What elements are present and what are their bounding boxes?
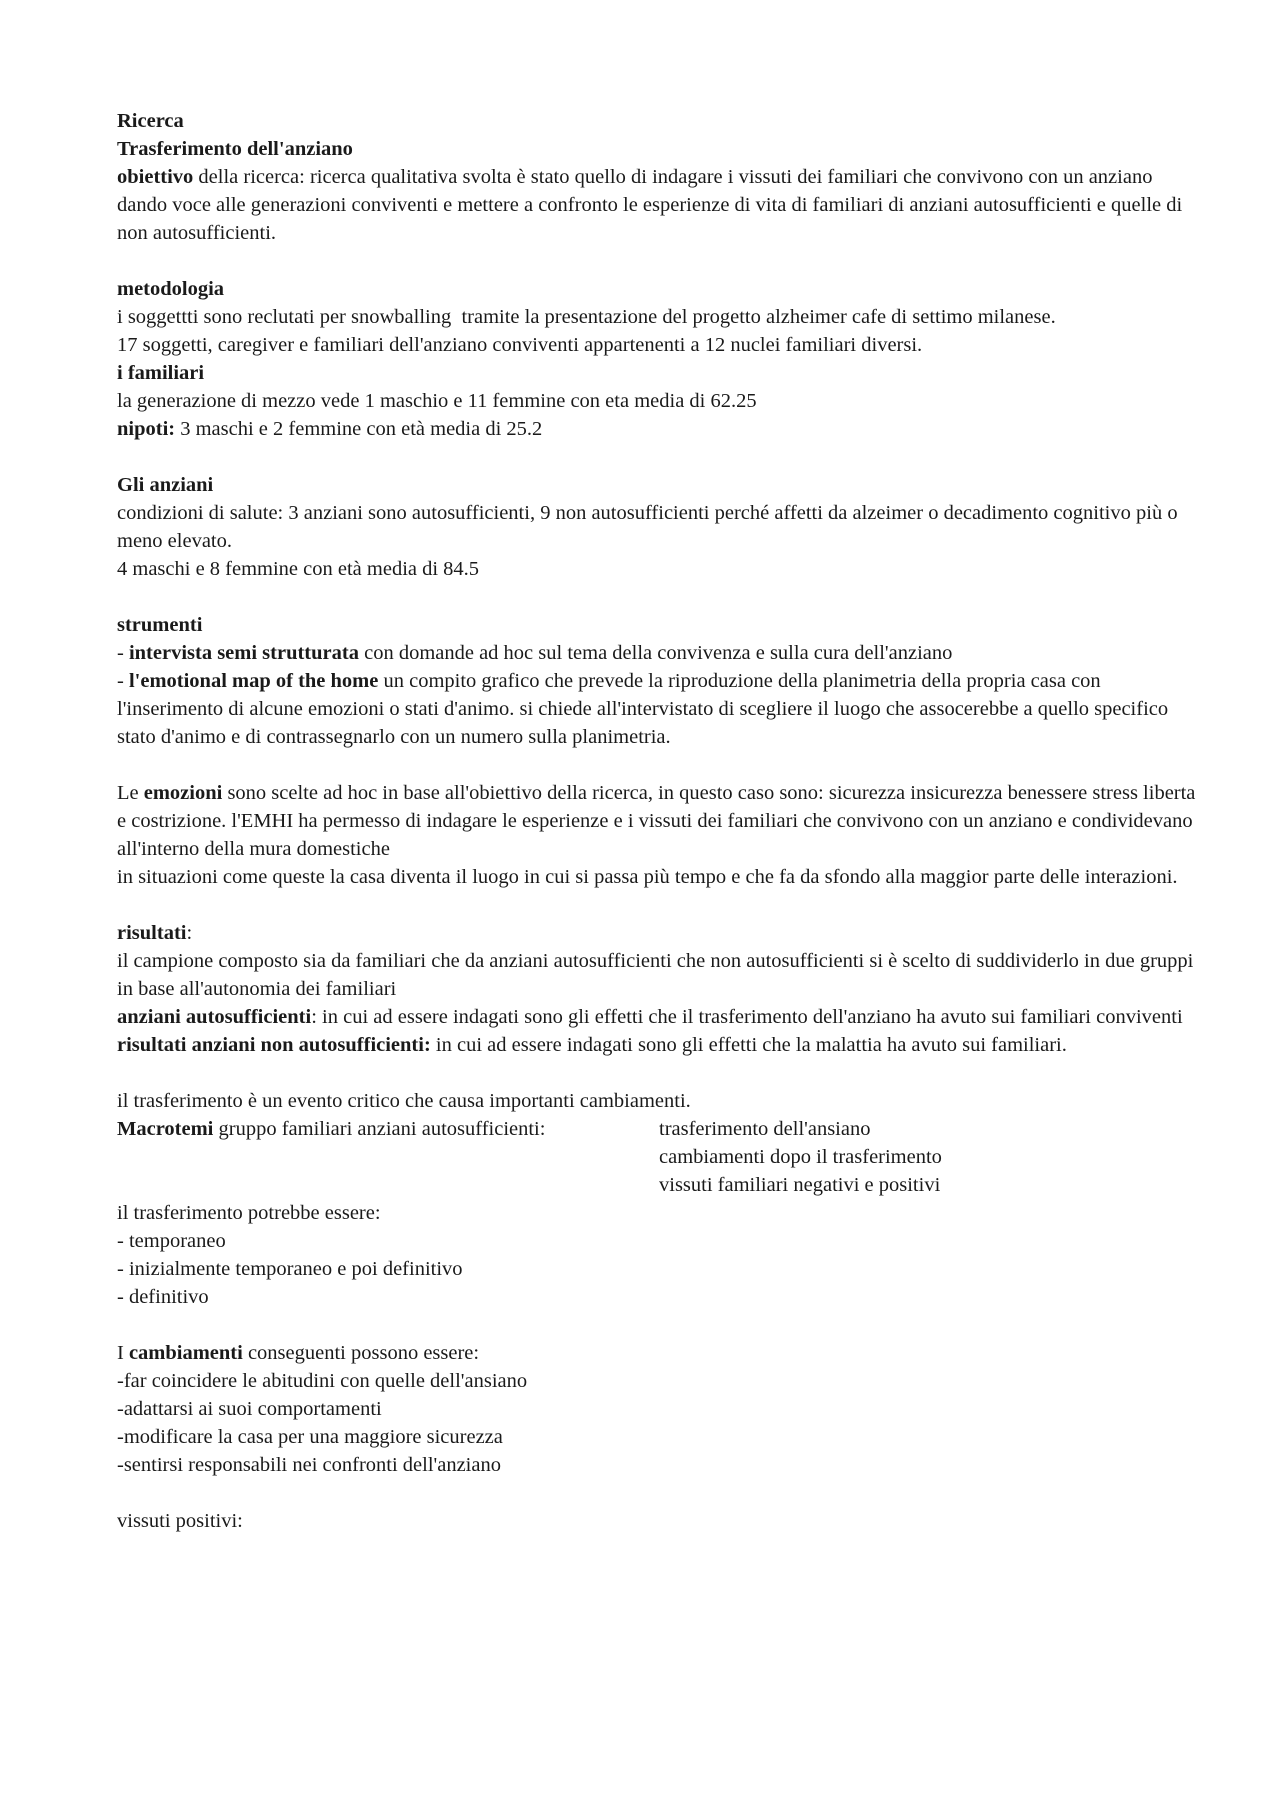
macrotemi-list — [659, 1115, 1207, 1199]
macrotemi-block — [117, 1115, 1207, 1199]
vissuti-heading: vissuti positivi: — [117, 1510, 243, 1532]
methodology-heading: metodologia — [117, 278, 225, 300]
trasferimento-type: - inizialmente temporaneo e poi definitivo — [117, 1258, 463, 1280]
spacer — [117, 583, 1207, 611]
document-page — [117, 107, 1207, 1535]
objective-label: obiettivo — [117, 166, 194, 188]
trasferimento-potrebbe: il trasferimento potrebbe essere: — [117, 1202, 381, 1224]
spacer — [117, 891, 1207, 919]
document-subtitle: Trasferimento dell'anziano — [117, 138, 353, 160]
spacer — [117, 1059, 1207, 1087]
cambiamenti-heading: I cambiamenti conseguenti possono essere: — [117, 1342, 480, 1364]
risultati-line: il campione composto sia da familiari che da anziani autosufficienti che non autosufficienti si è scelto di suddividerlo in due gruppi in base all'autonomia dei familiari — [117, 950, 1199, 1000]
familiari-line: la generazione di mezzo vede 1 maschio e 11 femmine con eta media di 62.25 — [117, 390, 757, 412]
trasferimento-type: - temporaneo — [117, 1230, 226, 1252]
risultati-heading: risultati: — [117, 922, 193, 944]
emozioni-line: in situazioni come queste la casa diventa il luogo in cui si passa più tempo e che fa da sfondo alla maggior parte delle interazioni. — [117, 866, 1178, 888]
spacer — [117, 1479, 1207, 1507]
familiari-heading: i familiari — [117, 362, 205, 384]
cambiamenti-item: -adattarsi ai suoi comportamenti — [117, 1398, 382, 1420]
risultati-auto: anziani autosufficienti: in cui ad essere indagati sono gli effetti che il trasferimento dell'anziano ha avuto sui familiari conviventi — [117, 1006, 1183, 1028]
anziani-line: condizioni di salute: 3 anziani sono autosufficienti, 9 non autosufficienti perché affetti da alzeimer o decadimento cognitivo più o meno elevato. — [117, 502, 1183, 552]
spacer — [117, 751, 1207, 779]
macrotemi-label: Macrotemi gruppo familiari anziani autosufficienti: — [117, 1118, 546, 1140]
cambiamenti-item: -modificare la casa per una maggiore sicurezza — [117, 1426, 503, 1448]
nipoti-line: nipoti: 3 maschi e 2 femmine con età media di 25.2 — [117, 418, 543, 440]
spacer — [117, 1311, 1207, 1339]
spacer — [117, 443, 1207, 471]
anziani-line: 4 maschi e 8 femmine con età media di 84.5 — [117, 558, 480, 580]
cambiamenti-item: -sentirsi responsabili nei confronti dell'anziano — [117, 1454, 501, 1476]
anziani-heading: Gli anziani — [117, 474, 214, 496]
objective-paragraph: obiettivo della ricerca: ricerca qualitativa svolta è stato quello di indagare i vissuti dei familiari che convivono con un anziano dando voce alle generazioni conviventi e mettere a confronto le esperienze di vita di familiari di anziani autosufficienti e quelle di non autosufficienti. — [117, 166, 1188, 244]
methodology-line: 17 soggetti, caregiver e familiari dell'anziano conviventi appartenenti a 12 nuclei familiari diversi. — [117, 334, 923, 356]
spacer — [117, 247, 1207, 275]
document-title: Ricerca — [117, 110, 184, 132]
macrotemi-item: vissuti familiari negativi e positivi — [659, 1174, 941, 1196]
strumenti-heading: strumenti — [117, 614, 203, 636]
strumenti-item: - l'emotional map of the home un compito grafico che prevede la riproduzione della planimetria della propria casa con l'inserimento di alcune emozioni o stati d'animo. si chiede all'intervistato di scegliere il luogo che assocerebbe a quello specifico stato d'animo e di contrassegnarlo con un numero sulla planimetria. — [117, 670, 1174, 748]
strumenti-item: - intervista semi strutturata con domande ad hoc sul tema della convivenza e sulla cura dell'anziano — [117, 642, 953, 664]
macrotemi-item: trasferimento dell'ansiano — [659, 1118, 871, 1140]
cambiamenti-item: -far coincidere le abitudini con quelle dell'ansiano — [117, 1370, 528, 1392]
emozioni-paragraph: Le emozioni sono scelte ad hoc in base all'obiettivo della ricerca, in questo caso sono: sicurezza insicurezza benessere stress liberta e costrizione. l'EMHI ha permesso di indagare le esperienze e i vissuti dei familiari che convivono con un anziano e condividevano all'interno della mura domestiche — [117, 782, 1201, 860]
macrotemi-item: cambiamenti dopo il trasferimento — [659, 1146, 942, 1168]
methodology-line: i soggettti sono reclutati per snowballing tramite la presentazione del progetto alzheimer cafe di settimo milanese. — [117, 306, 1056, 328]
risultati-nonauto: risultati anziani non autosufficienti: in cui ad essere indagati sono gli effetti che la malattia ha avuto sui familiari. — [117, 1034, 1067, 1056]
trasferimento-type: - definitivo — [117, 1286, 209, 1308]
trasferimento-line: il trasferimento è un evento critico che causa importanti cambiamenti. — [117, 1090, 691, 1112]
